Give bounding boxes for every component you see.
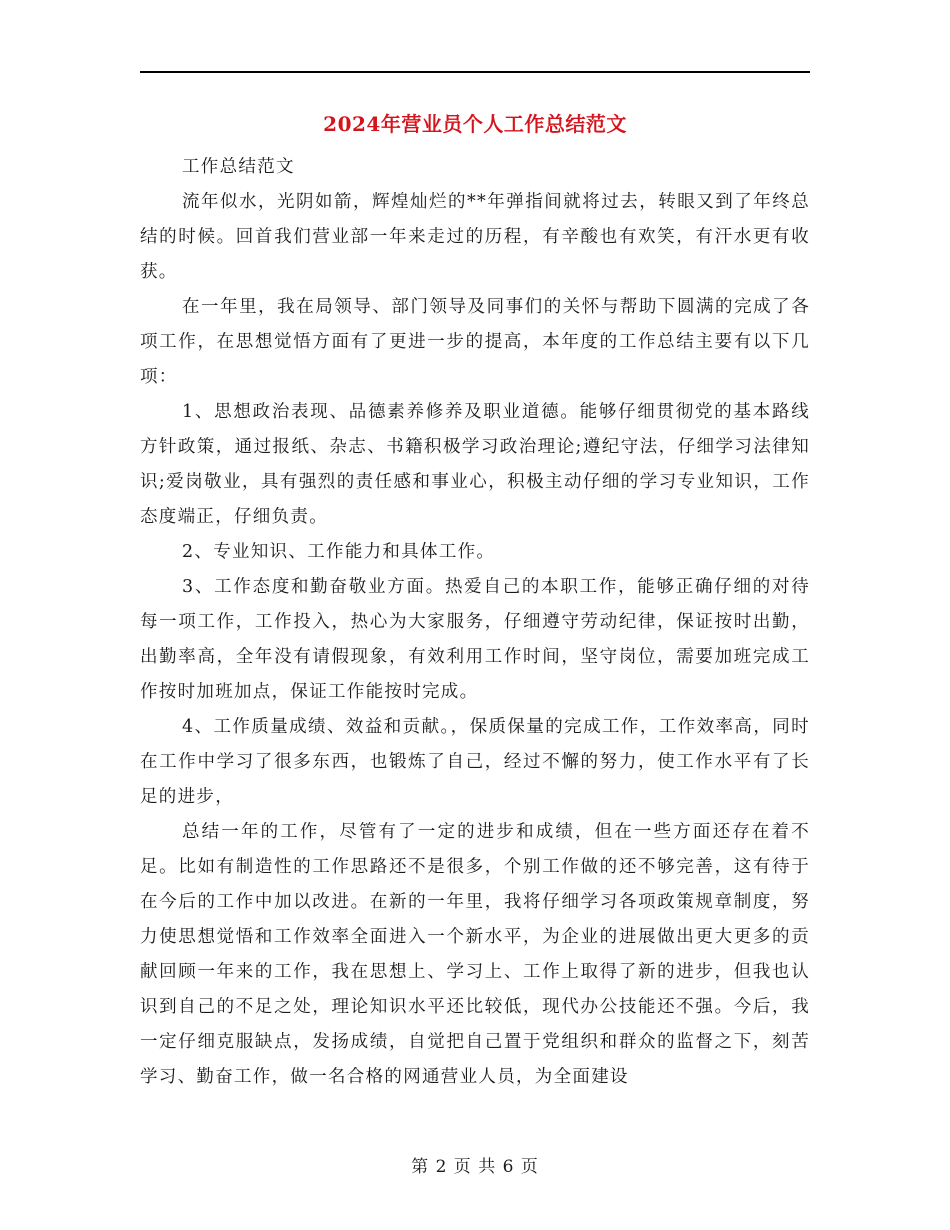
header-rule <box>140 71 810 73</box>
paragraph: 4、工作质量成绩、效益和贡献。，保质保量的完成工作，工作效率高，同时在工作中学习了很多东西，也锻炼了自己，经过不懈的努力，使工作水平有了长足的进步， <box>140 717 810 807</box>
paragraph: 2、专业知识、工作能力和具体工作。 <box>182 542 496 562</box>
page-number-label: 第 2 页 共 6 页 <box>411 1157 539 1177</box>
paragraph: 总结一年的工作，尽管有了一定的进步和成绩，但在一些方面还存在着不足。比如有制造性的工作思路还不是很多，个别工作做的还不够完善，这有待于在今后的工作中加以改进。在新的一年里，我将仔细学习各项政策规章制度，努力使思想觉悟和工作效率全面进入一个新水平，为企业的进展做出更大更多的贡献回顾一年来的工作，我在思想上、学习上、工作上取得了新的进步，但我也认识到自己的不足之处，理论知识水平还比较低，现代办公技能还不强。今后，我一定仔细克服缺点，发扬成绩，自觉把自己置于党组织和群众的监督之下，刻苦学习、勤奋工作，做一名合格的网通营业人员，为全面建设 <box>140 822 810 1087</box>
paragraph: 1、思想政治表现、品德素养修养及职业道德。能够仔细贯彻党的基本路线方针政策，通过报纸、杂志、书籍积极学习政治理论;遵纪守法，仔细学习法律知识;爱岗敬业，具有强烈的责任感和事业心，积极主动仔细的学习专业知识，工作态度端正，仔细负责。 <box>140 402 810 527</box>
page-footer <box>0 1152 950 1177</box>
paragraph-heading: 工作总结范文 <box>182 157 295 177</box>
paragraph: 在一年里，我在局领导、部门领导及同事们的关怀与帮助下圆满的完成了各项工作，在思想觉悟方面有了更进一步的提高，本年度的工作总结主要有以下几项： <box>140 297 810 387</box>
document-body <box>140 150 810 1095</box>
paragraph: 3、工作态度和勤奋敬业方面。热爱自己的本职工作，能够正确仔细的对待每一项工作，工作投入，热心为大家服务，仔细遵守劳动纪律，保证按时出勤，出勤率高，全年没有请假现象，有效利用工作时间，坚守岗位，需要加班完成工作按时加班加点，保证工作能按时完成。 <box>140 577 810 702</box>
paragraph: 流年似水，光阴如箭，辉煌灿烂的**年弹指间就将过去，转眼又到了年终总结的时候。回首我们营业部一年来走过的历程，有辛酸也有欢笑，有汗水更有收获。 <box>140 192 810 282</box>
document-title: 2024年营业员个人工作总结范文 <box>323 112 627 136</box>
